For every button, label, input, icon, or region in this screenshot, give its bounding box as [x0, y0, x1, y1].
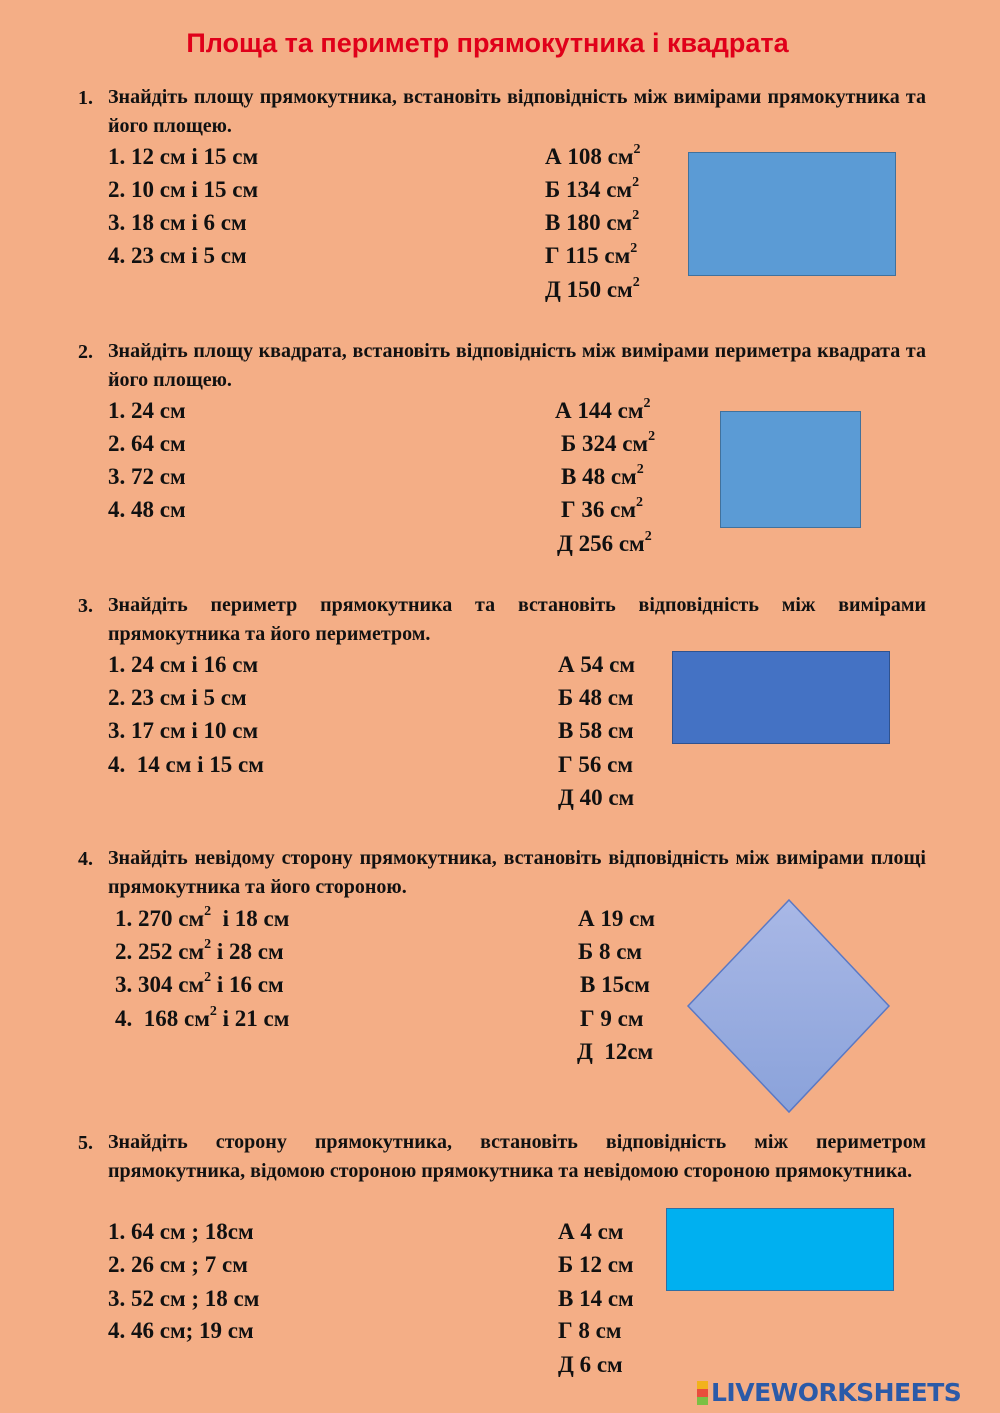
task-1-answer-c: В 180 $см^2$ [545, 208, 640, 235]
task-4-left-2: 2. 252 $см^2$ і 28 см [115, 937, 284, 964]
task-5-left-3: 3. 52 см ; 18 см [108, 1286, 260, 1311]
task-3-text: Знайдіть периметр прямокутника та встановіть відповідність між вимірами прямокутника та його периметром. [108, 594, 926, 645]
logo-mark-icon [697, 1381, 708, 1405]
task-3-rectangle [672, 651, 890, 744]
task-3-answer-b: Б 48 см [558, 685, 634, 710]
task-5-left-1: 1. 64 см ; 18см [108, 1219, 254, 1244]
task-3-answer-a: А 54 см [558, 652, 635, 677]
task-2-left-2: 2. 64 см [108, 431, 186, 456]
task-2-left-3: 3. 72 см [108, 464, 186, 489]
task-1-rectangle [688, 152, 896, 276]
task-5-left-2: 2. 26 см ; 7 см [108, 1252, 248, 1277]
task-1-number: 1. [78, 87, 93, 109]
task-3-answer-d: Г 56 см [558, 752, 634, 777]
task-2-left-4: 4. 48 см [108, 497, 186, 522]
logo-text: LIVEWORKSHEETS [711, 1378, 962, 1407]
task-4-answer-d: Г 9 см [580, 1006, 644, 1031]
task-3-left-4: 4. 14 см і 15 см [108, 752, 264, 777]
task-4-answer-c: В 15см [580, 972, 650, 997]
task-3-number: 3. [78, 595, 93, 617]
task-2-answer-d: Г 36 $см^2$ [561, 495, 644, 522]
task-1-left-3: 3. 18 см і 6 см [108, 210, 247, 235]
task-4-rhombus [684, 896, 894, 1116]
task-5-answer-d: Г 8 см [558, 1318, 622, 1343]
task-5-answer-e: Д 6 см [558, 1352, 623, 1377]
task-3-answer-c: В 58 см [558, 718, 634, 743]
task-3-left-3: 3. 17 см і 10 см [108, 718, 259, 743]
task-5-rectangle [666, 1208, 894, 1291]
liveworksheets-logo [697, 1378, 961, 1407]
task-5-answer-a: А 4 см [558, 1219, 624, 1244]
task-5-left-4: 4. 46 см; 19 см [108, 1318, 254, 1343]
task-5-text: Знайдіть сторону прямокутника, встановіть відповідність між периметром прямокутника, відомою стороною прямокутника та невідомою стороною прямокутника. [108, 1131, 926, 1182]
task-4-text: Знайдіть невідому сторону прямокутника, встановіть відповідність між вимірами площі прямокутника та його стороною. [108, 847, 926, 898]
task-5-number: 5. [78, 1132, 93, 1154]
task-1-text: Знайдіть площу прямокутника, встановіть відповідність між вимірами прямокутника та його площею. [108, 86, 926, 137]
task-2-answer-a: А 144 $см^2$ [555, 396, 651, 423]
task-1-left-1: 1. 12 см і 15 см [108, 144, 259, 169]
task-4-left-1: 1. 270 $см^2$ і 18 см [115, 904, 290, 931]
task-4-answer-b: Б 8 см [578, 939, 643, 964]
task-3-left-2: 2. 23 см і 5 см [108, 685, 247, 710]
task-2-square [720, 411, 861, 528]
task-2-answer-b: Б 324 $см^2$ [561, 429, 656, 456]
task-4-answer-a: А 19 см [578, 906, 655, 931]
task-4-left-4: 4. 168 $см^2$ і 21 см [115, 1004, 290, 1031]
task-5-answer-c: В 14 см [558, 1286, 634, 1311]
task-1-left-2: 2. 10 см і 15 см [108, 177, 259, 202]
task-3-answer-e: Д 40 см [558, 785, 635, 810]
task-1-left-4: 4. 23 см і 5 см [108, 243, 247, 268]
task-2-answer-e: Д 256 $см^2$ [557, 529, 652, 556]
task-4-number: 4. [78, 848, 93, 870]
task-5-answer-b: Б 12 см [558, 1252, 634, 1277]
task-2-left-1: 1. 24 см [108, 398, 186, 423]
task-4-left-3: 3. 304 $см^2$ і 16 см [115, 970, 284, 997]
task-4-answer-e: Д 12см [577, 1039, 654, 1064]
task-1-answer-b: Б 134 $см^2$ [545, 175, 640, 202]
task-2-text: Знайдіть площу квадрата, встановіть відповідність між вимірами периметра квадрата та його площею. [108, 340, 926, 391]
page-title: Площа та периметр прямокутника і квадрата [186, 28, 789, 58]
task-1-answer-e: Д 150 $см^2$ [545, 275, 640, 302]
task-1-answer-d: Г 115 $см^2$ [545, 241, 638, 268]
task-2-answer-c: В 48 $см^2$ [561, 462, 644, 489]
task-3-left-1: 1. 24 см і 16 см [108, 652, 259, 677]
task-2-number: 2. [78, 341, 93, 363]
task-1-answer-a: А 108 $см^2$ [545, 142, 641, 169]
